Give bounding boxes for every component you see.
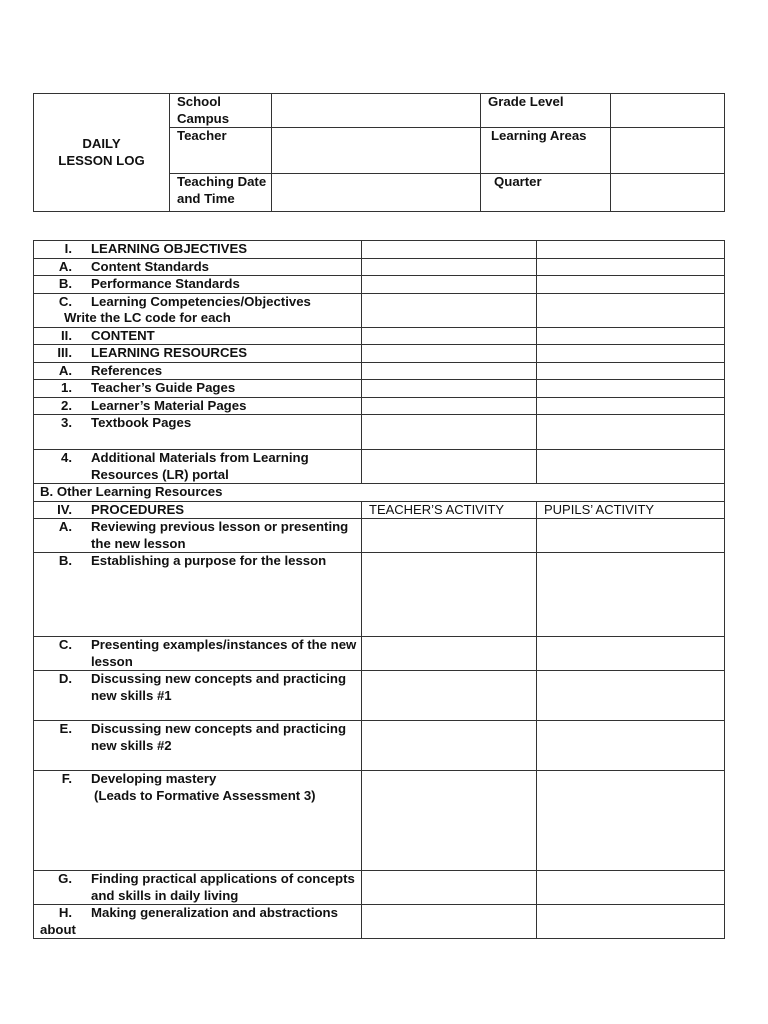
pupils-cell[interactable] xyxy=(537,327,725,345)
teacher-cell[interactable] xyxy=(362,327,537,345)
title-line-1: DAILY xyxy=(82,136,121,151)
teacher-cell[interactable] xyxy=(362,397,537,415)
teacher-cell[interactable] xyxy=(362,721,537,771)
row-reviewing-lesson xyxy=(34,519,362,553)
pupils-activity-text: PUPILS’ ACTIVITY xyxy=(544,501,655,517)
row-label: Performance Standards xyxy=(91,276,240,291)
row-label: Teacher’s Guide Pages xyxy=(91,380,236,395)
row-label: LEARNING OBJECTIVES xyxy=(91,241,248,256)
quarter-field[interactable] xyxy=(611,174,725,212)
teacher-activity-header xyxy=(362,501,537,519)
table-row xyxy=(34,241,725,259)
row-number: A. xyxy=(58,519,72,534)
school-campus-text: School Campus xyxy=(177,94,230,126)
row-practical-applications xyxy=(34,871,362,905)
row-label: Content Standards xyxy=(91,258,209,274)
row-number: I. xyxy=(64,241,72,256)
row-label: References xyxy=(91,362,163,378)
teacher-field[interactable] xyxy=(272,128,481,174)
teaching-date-text: Teaching Date and Time xyxy=(177,174,267,206)
row-number: D. xyxy=(58,671,72,686)
teacher-cell[interactable] xyxy=(362,871,537,905)
pupils-cell[interactable] xyxy=(537,397,725,415)
pupils-cell[interactable] xyxy=(537,380,725,398)
pupils-cell[interactable] xyxy=(537,905,725,939)
teacher-cell[interactable] xyxy=(362,345,537,363)
row-number: IV. xyxy=(57,501,72,517)
row-number: III. xyxy=(57,345,72,360)
pupils-cell[interactable] xyxy=(537,771,725,871)
row-number: H. xyxy=(58,905,72,920)
teacher-cell[interactable] xyxy=(362,258,537,276)
pupils-cell[interactable] xyxy=(537,519,725,553)
school-campus-label xyxy=(170,94,272,128)
row-label: Reviewing previous lesson or presenting the new lesson xyxy=(91,519,349,551)
pupils-cell[interactable] xyxy=(537,637,725,671)
row-label: Presenting examples/instances of the new lesson xyxy=(91,637,357,669)
row-textbook-pages xyxy=(34,415,362,450)
row-label: PROCEDURES xyxy=(91,501,185,517)
table-row xyxy=(34,397,725,415)
table-row xyxy=(34,905,725,939)
table-row xyxy=(34,327,725,345)
pupils-cell[interactable] xyxy=(537,450,725,484)
table-row xyxy=(34,637,725,671)
table-row xyxy=(34,415,725,450)
table-row xyxy=(34,553,725,637)
teacher-cell[interactable] xyxy=(362,293,537,327)
row-label: CONTENT xyxy=(91,327,155,343)
lesson-log-table xyxy=(33,240,725,939)
row-presenting-examples xyxy=(34,637,362,671)
row-number: G. xyxy=(58,871,72,886)
row-note: Write the LC code for each xyxy=(64,310,231,325)
row-other-resources xyxy=(34,484,725,502)
teacher-cell[interactable] xyxy=(362,905,537,939)
row-discussing-concepts-1 xyxy=(34,671,362,721)
row-establishing-purpose xyxy=(34,553,362,637)
row-number: B. xyxy=(58,276,72,291)
teacher-cell[interactable] xyxy=(362,771,537,871)
table-row xyxy=(34,871,725,905)
pupils-cell[interactable] xyxy=(537,415,725,450)
row-generalization xyxy=(34,905,362,939)
row-label: Discussing new concepts and practicing new skills #1 xyxy=(91,671,347,703)
row-number: E. xyxy=(59,721,72,736)
row-learning-resources xyxy=(34,345,362,363)
row-number: A. xyxy=(58,258,72,274)
pupils-cell[interactable] xyxy=(537,241,725,259)
teacher-cell[interactable] xyxy=(362,362,537,380)
grade-level-text: Grade Level xyxy=(488,94,564,109)
quarter-text: Quarter xyxy=(494,174,542,189)
table-row xyxy=(34,450,725,484)
pupils-cell[interactable] xyxy=(537,553,725,637)
grade-level-field[interactable] xyxy=(611,94,725,128)
row-number: 1. xyxy=(61,380,72,395)
row-label: Developing mastery xyxy=(91,771,217,786)
table-row xyxy=(34,345,725,363)
learning-areas-label xyxy=(481,128,611,174)
pupils-activity-header xyxy=(537,501,725,519)
row-number: II. xyxy=(61,327,72,343)
teacher-label xyxy=(170,128,272,174)
row-learners-material xyxy=(34,397,362,415)
row-additional-materials xyxy=(34,450,362,484)
row-label: Learning Competencies/Objectives xyxy=(91,293,311,309)
row-label: LEARNING RESOURCES xyxy=(91,345,248,360)
row-number: C. xyxy=(58,637,72,652)
table-row xyxy=(34,380,725,398)
teacher-cell[interactable] xyxy=(362,415,537,450)
teaching-date-field[interactable] xyxy=(272,174,481,212)
row-number: F. xyxy=(61,771,72,786)
pupils-cell[interactable] xyxy=(537,671,725,721)
pupils-cell[interactable] xyxy=(537,293,725,327)
school-campus-field[interactable] xyxy=(272,94,481,128)
pupils-cell[interactable] xyxy=(537,258,725,276)
row-teachers-guide xyxy=(34,380,362,398)
teacher-cell[interactable] xyxy=(362,519,537,553)
teaching-date-label xyxy=(170,174,272,212)
learning-areas-text: Learning Areas xyxy=(491,128,587,143)
table-row xyxy=(34,484,725,502)
teacher-activity-text: TEACHER’S ACTIVITY xyxy=(369,501,505,517)
pupils-cell[interactable] xyxy=(537,362,725,380)
title-cell xyxy=(34,94,170,212)
table-row xyxy=(34,276,725,294)
table-row xyxy=(34,671,725,721)
quarter-label xyxy=(481,174,611,212)
learning-areas-field[interactable] xyxy=(611,128,725,174)
teacher-cell[interactable] xyxy=(362,553,537,637)
teacher-cell[interactable] xyxy=(362,380,537,398)
pupils-cell[interactable] xyxy=(537,276,725,294)
table-row xyxy=(34,501,725,519)
pupils-cell[interactable] xyxy=(537,721,725,771)
row-content-standards xyxy=(34,258,362,276)
row-learning-competencies xyxy=(34,293,362,327)
row-learning-objectives xyxy=(34,241,362,259)
row-label: Making generalization and abstractions about xyxy=(40,905,338,937)
teacher-cell[interactable] xyxy=(362,637,537,671)
row-procedures xyxy=(34,501,362,519)
row-discussing-concepts-2 xyxy=(34,721,362,771)
teacher-cell[interactable] xyxy=(362,671,537,721)
row-label: Finding practical applications of concepts and skills in daily living xyxy=(91,871,355,903)
row-number: C. xyxy=(58,293,72,309)
row-number: B. xyxy=(58,553,72,568)
pupils-cell[interactable] xyxy=(537,871,725,905)
row-label: Establishing a purpose for the lesson xyxy=(91,553,327,568)
teacher-cell[interactable] xyxy=(362,450,537,484)
row-number: A. xyxy=(58,362,72,378)
row-references xyxy=(34,362,362,380)
row-content xyxy=(34,327,362,345)
row-label: B. Other Learning Resources xyxy=(40,484,223,499)
row-label: Additional Materials from Learning Resources (LR) portal xyxy=(91,450,309,482)
row-number: 4. xyxy=(61,450,72,465)
table-row xyxy=(34,519,725,553)
table-row xyxy=(34,362,725,380)
header-table xyxy=(33,93,725,212)
teacher-cell[interactable] xyxy=(362,276,537,294)
row-label: Learner’s Material Pages xyxy=(91,397,247,413)
row-developing-mastery xyxy=(34,771,362,871)
row-note: (Leads to Formative Assessment 3) xyxy=(94,787,316,803)
table-row xyxy=(34,771,725,871)
title-line-2: LESSON LOG xyxy=(58,152,145,168)
teacher-text: Teacher xyxy=(177,128,227,143)
row-number: 2. xyxy=(61,397,72,413)
grade-level-label xyxy=(481,94,611,128)
table-row xyxy=(34,721,725,771)
teacher-cell[interactable] xyxy=(362,241,537,259)
row-number: 3. xyxy=(61,415,72,430)
table-row xyxy=(34,258,725,276)
pupils-cell[interactable] xyxy=(537,345,725,363)
row-performance-standards xyxy=(34,276,362,294)
row-label: Discussing new concepts and practicing new skills #2 xyxy=(91,721,347,753)
row-label: Textbook Pages xyxy=(91,415,192,430)
table-row xyxy=(34,293,725,327)
